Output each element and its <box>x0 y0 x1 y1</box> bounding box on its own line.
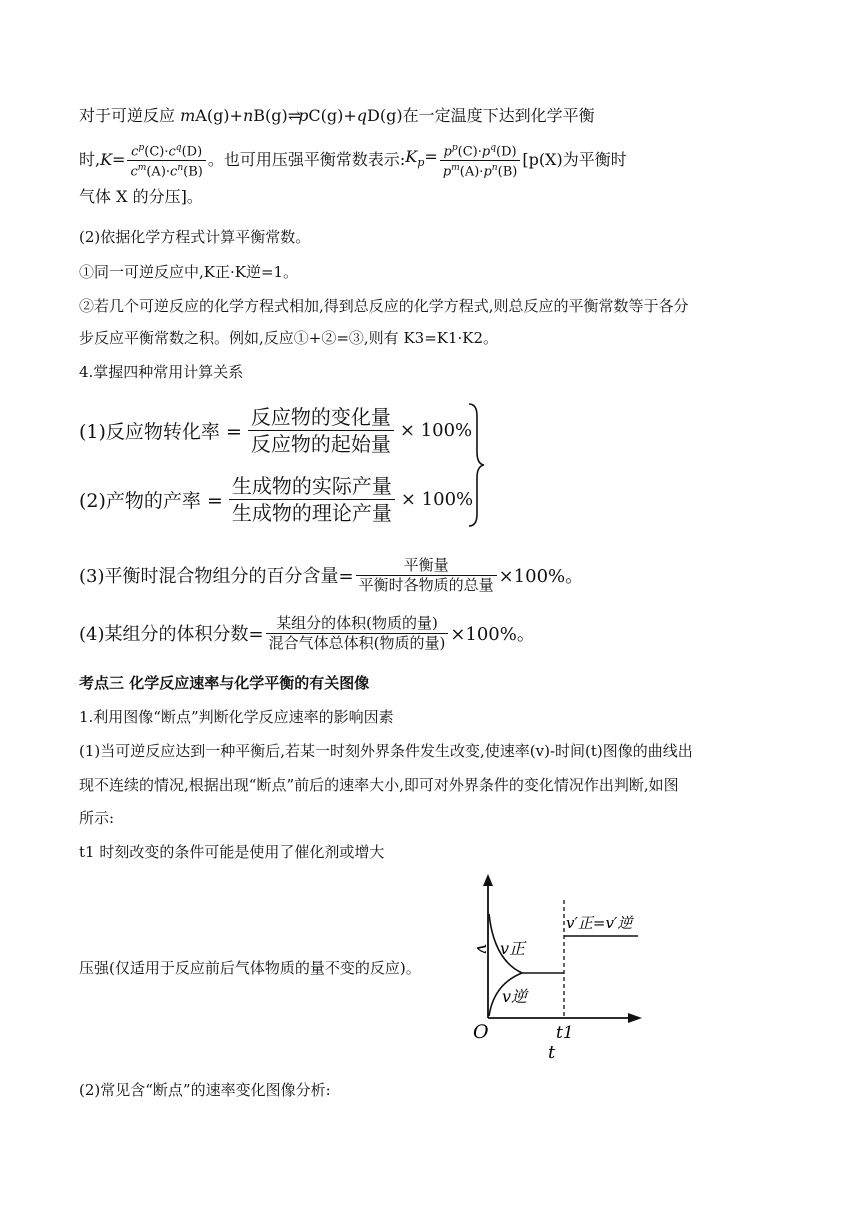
t1-label: t1 <box>556 1023 574 1043</box>
v-forward-label: v正 <box>500 939 526 958</box>
s1-para-2: (2)常见含“断点”的速率变化图像分析: <box>79 1081 331 1099</box>
intro-line2-prefix: 时, <box>79 150 101 170</box>
para-2-item-2b: 步反应平衡常数之积。例如,反应①+②=③,则有 K3=K1·K2。 <box>79 329 499 347</box>
formula-3-fraction <box>356 556 497 595</box>
formula-2-den: 生成物的理论产量 <box>231 500 392 525</box>
formula-4-num: 某组分的体积(物质的量) <box>266 614 449 634</box>
after-t1-label: v′正=v′逆 <box>566 914 633 932</box>
x-axis-label: t <box>548 1042 556 1062</box>
formula-2-num: 生成物的实际产量 <box>229 473 395 500</box>
formula-4-fraction <box>266 614 449 653</box>
formula-1-fraction <box>248 404 394 457</box>
s1-para-line-3: 所示: <box>79 809 115 827</box>
section-4-title: 4.掌握四种常用计算关系 <box>79 363 244 381</box>
origin-label: O <box>473 1021 489 1043</box>
para-2-item-1: ①同一可逆反应中,K正·K逆=1。 <box>79 263 299 281</box>
formula-1-num: 反应物的变化量 <box>248 404 394 431</box>
intro-line1-suffix: 在一定温度下达到化学平衡 <box>402 106 595 125</box>
formula-1-den: 反应物的起始量 <box>250 431 391 456</box>
formula-2-times: × 100% <box>400 488 474 510</box>
kp-fraction: $\frac{p^p(C)\cdot p^q(D)}{p^m(A)\cdot p^n(B)}$ <box>440 141 521 179</box>
formula-3-num: 平衡量 <box>356 556 497 576</box>
formula-1 <box>79 397 472 463</box>
v-reverse-label: v逆 <box>502 987 528 1006</box>
k-fraction: $\frac{c^p(C)\cdot c^q(D)}{c^m(A)\cdot c^n(B)}$ <box>127 141 205 179</box>
formula-2 <box>79 466 473 532</box>
formula-4-suffix: ×100%。 <box>450 624 535 645</box>
pressure-line: 压强(仅适用于反应前后气体物质的量不变的反应)。 <box>79 959 421 977</box>
rate-time-graph <box>462 870 652 1062</box>
formula-2-label: (2)产物的产率 = <box>79 489 223 512</box>
para-2-item-2a: ②若几个可逆反应的化学方程式相加,得到总反应的化学方程式,则总反应的平衡常数等于各分 <box>79 297 689 315</box>
x-axis-arrow-icon <box>628 1013 642 1023</box>
s1-para-line-2: 现不连续的情况,根据出现“断点”前后的速率大小,即可对外界条件的变化情况作出判断,如图 <box>79 776 679 794</box>
right-brace-icon <box>466 402 486 528</box>
formula-1-times: × 100% <box>399 419 473 441</box>
formula-3 <box>79 549 583 601</box>
k-expression: K= <box>100 150 126 170</box>
intro-line2-suffix: [p(X)为平衡时 <box>522 150 627 170</box>
formula-4 <box>79 607 535 659</box>
intro-line2-mid: 。也可用压强平衡常数表示: <box>207 150 406 170</box>
formula-4-den: 混合气体总体积(物质的量) <box>268 633 446 652</box>
formula-3-label: (3)平衡时混合物组分的百分含量= <box>79 566 354 587</box>
intro-line-3: 气体 X 的分压]。 <box>79 187 203 206</box>
intro-line1-prefix: 对于可逆反应 <box>79 106 181 125</box>
para-2: (2)依据化学方程式计算平衡常数。 <box>79 228 311 246</box>
y-axis-label: v <box>472 944 492 954</box>
kp-expression: $K_p=$ <box>405 147 438 170</box>
s1-para-line-1: (1)当可逆反应达到一种平衡后,若某一时刻外界条件发生改变,使速率(v)-时间(t)图像的曲线出 <box>79 742 693 760</box>
intro-line-2 <box>79 137 627 183</box>
formula-1-label: (1)反应物转化率 = <box>79 420 242 443</box>
reaction-equation: mA(g)+nB(g)⇌pC(g)+qD(g) <box>180 106 403 125</box>
section-1-title: 1.利用图像“断点”判断化学反应速率的影响因素 <box>79 708 394 726</box>
y-axis-arrow-icon <box>483 874 493 886</box>
t1-line: t1 时刻改变的条件可能是使用了催化剂或增大 <box>79 843 385 861</box>
intro-line-1 <box>79 106 595 126</box>
formula-2-fraction <box>229 473 395 526</box>
formula-3-den: 平衡时各物质的总量 <box>358 575 494 594</box>
section-3-heading: 考点三 化学反应速率与化学平衡的有关图像 <box>79 674 370 692</box>
formula-3-suffix: ×100%。 <box>498 566 584 587</box>
formula-4-label: (4)某组分的体积分数= <box>79 624 264 645</box>
